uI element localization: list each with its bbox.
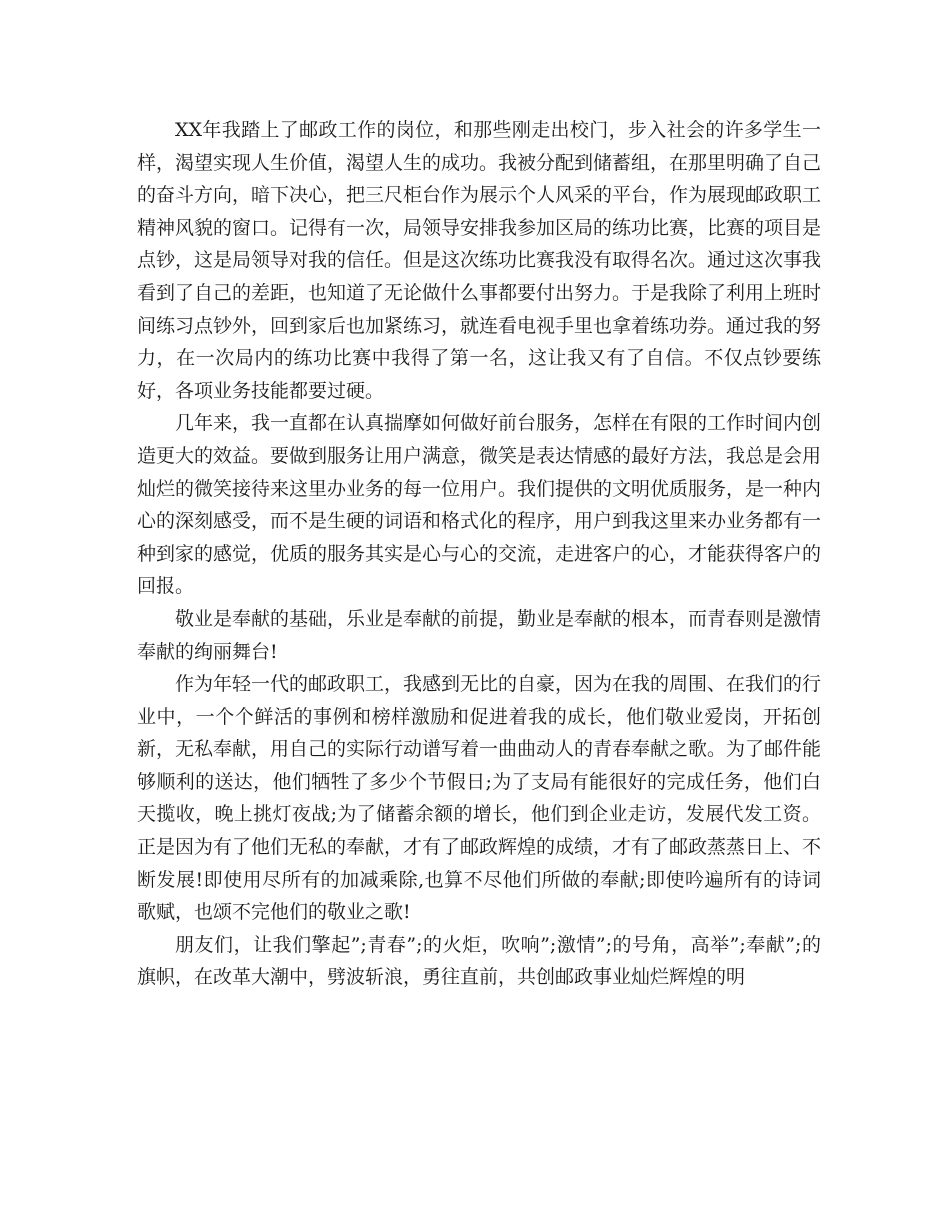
- document-body: [137, 114, 821, 994]
- paragraph-3: 敬业是奉献的基础，乐业是奉献的前提，勤业是奉献的根本，而青春则是激情奉献的绚丽舞台!: [137, 607, 822, 663]
- paragraph-4: 作为年轻一代的邮政职工，我感到无比的自豪，因为在我的周围、在我们的行业中，一个个鲜活的事例和榜样激励和促进着我的成长，他们敬业爱岗，开拓创新，无私奉献，用自己的实际行动谱写着一曲曲动人的青春奉献之歌。为了邮件能够顺利的送达，他们牺牲了多少个节假日;为了支局有能很好的完成任务，他们白天揽收，晚上挑灯夜战;为了储蓄余额的增长，他们到企业走访，发展代发工资。正是因为有了他们无私的奉献，才有了邮政辉煌的成绩，才有了邮政蒸蒸日上、不断发展!即使用尽所有的加减乘除,也算不尽他们所做的奉献;即使吟遍所有的诗词歌赋，也颂不完他们的敬业之歌!: [137, 673, 822, 924]
- paragraph-5: 朋友们，让我们擎起”;青春”;的火炬，吹响”;激情”;的号角，高举”;奉献”;的旗帜，在改革大潮中，劈波斩浪，勇往直前，共创邮政事业灿烂辉煌的明: [137, 933, 821, 989]
- paragraph-1: XX年我踏上了邮政工作的岗位，和那些刚走出校门，步入社会的许多学生一样，渴望实现人生价值，渴望人生的成功。我被分配到储蓄组，在那里明确了自己的奋斗方向，暗下决心，把三尺柜台作为展示个人风采的平台，作为展现邮政职工精神风貌的窗口。记得有一次，局领导安排我参加区局的练功比赛，比赛的项目是点钞，这是局领导对我的信任。但是这次练功比赛我没有取得名次。通过这次事我看到了自己的差距，也知道了无论做什么事都要付出努力。于是我除了利用上班时间练习点钞外，回到家后也加紧练习，就连看电视手里也拿着练功券。通过我的努力，在一次局内的练功比赛中我得了第一名，这让我又有了自信。不仅点钞要练好，各项业务技能都要过硬。: [137, 119, 822, 402]
- paragraph-2: 几年来，我一直都在认真揣摩如何做好前台服务，怎样在有限的工作时间内创造更大的效益。要做到服务让用户满意，微笑是表达情感的最好方法，我总是会用灿烂的微笑接待来这里办业务的每一位用户。我们提供的文明优质服务，是一种内心的深刻感受，而不是生硬的词语和格式化的程序，用户到我这里来办业务都有一种到家的感觉，优质的服务其实是心与心的交流，走进客户的心，才能获得客户的回报。: [137, 412, 822, 598]
